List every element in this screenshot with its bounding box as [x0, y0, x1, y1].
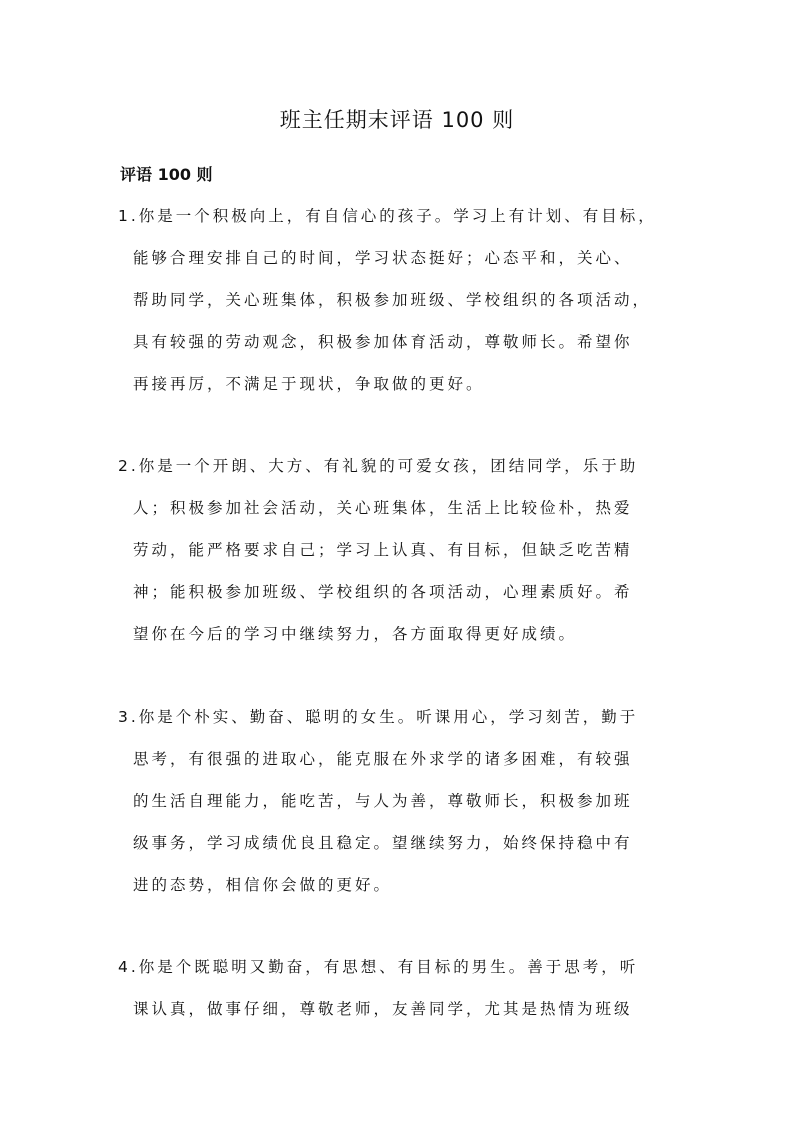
- comment-paragraph-2: [118, 445, 678, 655]
- comment-line: 人；积极参加社会活动，关心班集体，生活上比较俭朴，热爱: [133, 499, 633, 517]
- page-title: 班主任期末评语 100 则: [279, 108, 515, 132]
- comment-line: 具有较强的劳动观念，积极参加体育活动，尊敬师长。希望你: [133, 333, 633, 351]
- comment-line: 的生活自理能力，能吃苦，与人为善，尊敬师长，积极参加班: [133, 792, 633, 810]
- comment-line: 1.你是一个积极向上，有自信心的孩子。学习上有计划、有目标，: [118, 207, 657, 225]
- comment-line: 能够合理安排自己的时间，学习状态挺好；心态平和，关心、: [133, 249, 633, 267]
- comment-paragraph-4: [118, 946, 678, 1030]
- comment-line: 级事务，学习成绩优良且稳定。望继续努力，始终保持稳中有: [133, 834, 633, 852]
- comment-line: 课认真，做事仔细，尊敬老师，友善同学，尤其是热情为班级: [133, 1000, 633, 1018]
- comment-paragraph-3: [118, 696, 678, 906]
- comment-line: 进的态势，相信你会做的更好。: [133, 876, 393, 894]
- comment-line: 神；能积极参加班级、学校组织的各项活动，心理素质好。希: [133, 583, 633, 601]
- comment-line: 2.你是一个开朗、大方、有礼貌的可爱女孩，团结同学，乐于助: [118, 457, 639, 475]
- section-heading: 评语 100 则: [120, 165, 213, 184]
- comment-line: 帮助同学，关心班集体，积极参加班级、学校组织的各项活动，: [133, 291, 652, 309]
- comment-line: 再接再厉，不满足于现状，争取做的更好。: [133, 375, 485, 393]
- comment-line: 望你在今后的学习中继续努力，各方面取得更好成绩。: [133, 625, 578, 643]
- comment-line: 4.你是个既聪明又勤奋，有思想、有目标的男生。善于思考，听: [118, 958, 639, 976]
- comment-paragraph-1: [118, 195, 678, 405]
- comment-line: 劳动，能严格要求自己；学习上认真、有目标，但缺乏吃苦精: [133, 541, 633, 559]
- comment-line: 3.你是个朴实、勤奋、聪明的女生。听课用心，学习刻苦，勤于: [118, 708, 639, 726]
- comment-line: 思考，有很强的进取心，能克服在外求学的诸多困难，有较强: [133, 750, 633, 768]
